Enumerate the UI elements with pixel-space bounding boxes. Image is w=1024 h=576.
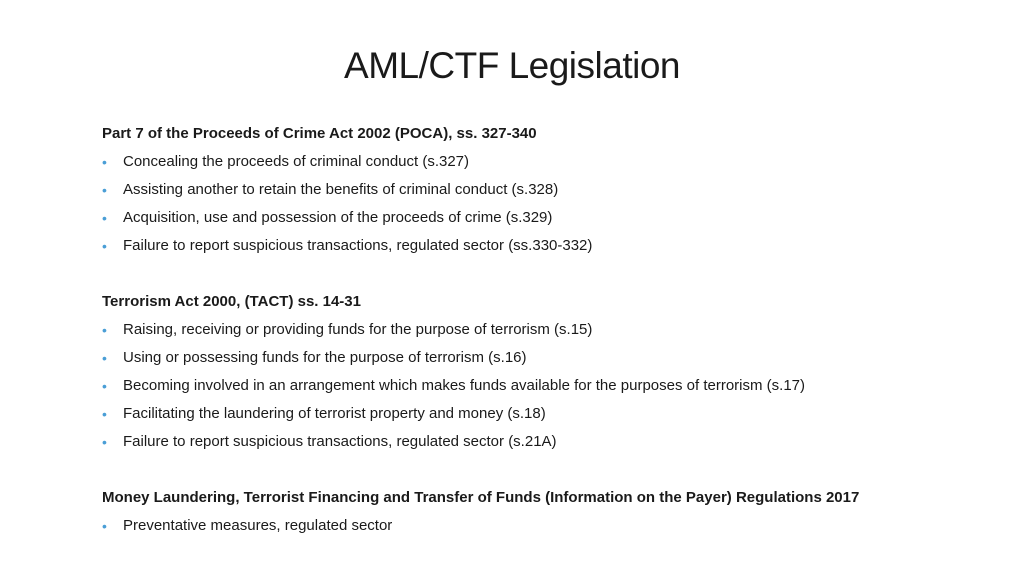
section-heading: Terrorism Act 2000, (TACT) ss. 14-31: [102, 293, 361, 310]
bullet-icon: •: [102, 406, 107, 422]
list-item-text: Facilitating the laundering of terrorist property and money (s.18): [123, 405, 546, 422]
section-spacer: [102, 260, 982, 288]
section-mlr-2017: [102, 484, 982, 540]
section-heading: Part 7 of the Proceeds of Crime Act 2002 (POCA), ss. 327-340: [102, 125, 537, 142]
list-item-text: Assisting another to retain the benefits of criminal conduct (s.328): [123, 181, 559, 198]
list-item: [102, 428, 982, 456]
slide-content: [102, 120, 982, 540]
list-item: [102, 316, 982, 344]
bullet-icon: •: [102, 210, 107, 226]
list-item: [102, 204, 982, 232]
slide-title: AML/CTF Legislation: [344, 45, 680, 86]
list-item: [102, 232, 982, 260]
list-item-text: Raising, receiving or providing funds for the purpose of terrorism (s.15): [123, 321, 593, 338]
bullet-icon: •: [102, 238, 107, 254]
section-heading: Money Laundering, Terrorist Financing and Transfer of Funds (Information on the Payer) Regulations 2017: [102, 489, 860, 506]
list-item-text: Using or possessing funds for the purpose of terrorism (s.16): [123, 349, 527, 366]
bullet-list: [102, 512, 982, 540]
section-poca: [102, 120, 982, 260]
bullet-icon: •: [102, 154, 107, 170]
bullet-icon: •: [102, 322, 107, 338]
bullet-list: [102, 148, 982, 260]
list-item: [102, 400, 982, 428]
list-item-text: Failure to report suspicious transactions, regulated sector (s.21A): [123, 433, 557, 450]
list-item-text: Preventative measures, regulated sector: [123, 517, 393, 534]
section-spacer: [102, 456, 982, 484]
bullet-icon: •: [102, 518, 107, 534]
bullet-icon: •: [102, 378, 107, 394]
list-item: [102, 148, 982, 176]
section-tact: [102, 288, 982, 456]
list-item: [102, 512, 982, 540]
list-item: [102, 344, 982, 372]
bullet-icon: •: [102, 350, 107, 366]
bullet-list: [102, 316, 982, 456]
bullet-icon: •: [102, 434, 107, 450]
list-item-text: Acquisition, use and possession of the proceeds of crime (s.329): [123, 209, 553, 226]
bullet-icon: •: [102, 182, 107, 198]
list-item: [102, 176, 982, 204]
list-item-text: Failure to report suspicious transactions, regulated sector (ss.330-332): [123, 237, 593, 254]
list-item-text: Becoming involved in an arrangement which makes funds available for the purposes of terrorism (s.17): [123, 377, 806, 394]
list-item-text: Concealing the proceeds of criminal conduct (s.327): [123, 153, 470, 170]
list-item: [102, 372, 982, 400]
